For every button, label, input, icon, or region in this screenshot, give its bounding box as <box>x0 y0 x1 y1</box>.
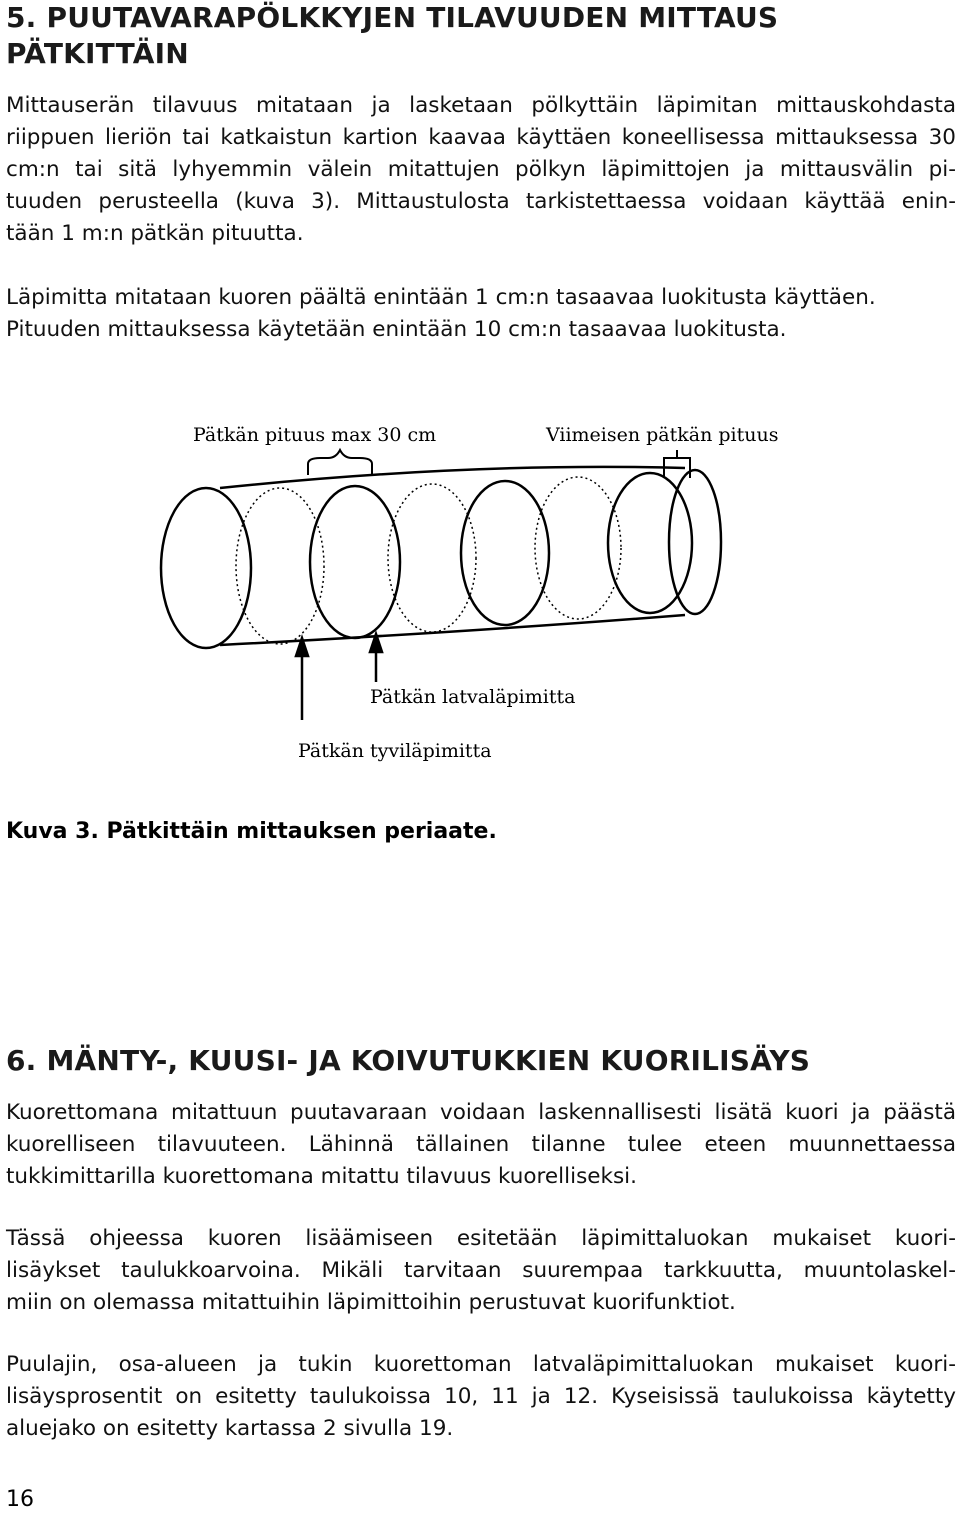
figure-caption: Kuva 3. Pätkittäin mittauksen periaate. <box>6 819 497 844</box>
text-line: Mittauserän tilavuus mitataan ja lasketaan pölkyttäin läpimitan mittauskohdasta <box>6 93 956 118</box>
text-line: Tässä ohjeessa kuoren lisäämiseen esitetään läpimittaluokan mukaiset kuori- <box>6 1226 956 1251</box>
cross-section-7 <box>608 473 692 613</box>
log-diagram <box>150 420 810 770</box>
text-line: kuorelliseen tilavuuteen. Lähinnä tällainen tilanne tulee eteen muunnettaessa <box>6 1132 956 1157</box>
text-line: aluejako on esitetty kartassa 2 sivulla 19. <box>6 1416 454 1441</box>
text-line: cm:n tai sitä lyhyemmin välein mitattujen pölkyn läpimittojen ja mittausvälin pi- <box>6 157 956 182</box>
text-line: lisäykset taulukkoarvoina. Mikäli tarvitaan suurempaa tarkkuutta, muuntolaskel- <box>6 1258 956 1283</box>
text-line: tuuden perusteella (kuva 3). Mittaustulosta tarkistettaessa voidaan käyttää enin- <box>6 189 956 214</box>
section-6-heading: 6. MÄNTY-, KUUSI- JA KOIVUTUKKIEN KUORILISÄYS <box>6 1044 811 1077</box>
text-line: tukkimittarilla kuorettomana mitattu tilavuus kuorelliseksi. <box>6 1164 637 1189</box>
last-segment-length-label: Viimeisen pätkän pituus <box>546 424 779 446</box>
log-top-outline <box>220 467 685 488</box>
log-measurement-figure <box>150 420 810 770</box>
cross-section-1 <box>161 488 251 648</box>
text-line: Pituuden mittauksessa käytetään enintään 10 cm:n tasaavaa luokitusta. <box>6 317 787 342</box>
section-5-paragraph-1 <box>6 90 956 250</box>
text-line: Läpimitta mitataan kuoren päältä enintään 1 cm:n tasaavaa luokitusta käyttäen. <box>6 285 876 310</box>
section-5-paragraph-2 <box>6 282 956 346</box>
log-bottom-outline <box>220 615 685 645</box>
section-5-heading <box>6 0 778 72</box>
text-line: riippuen lieriön tai katkaistun kartion kaavaa käyttäen koneellisessa mittauksessa 30 <box>6 125 956 150</box>
section-6-paragraph-3 <box>6 1349 956 1445</box>
section-6-paragraph-1 <box>6 1097 956 1193</box>
segment-length-label: Pätkän pituus max 30 cm <box>193 424 437 446</box>
text-line: lisäysprosentit on esitetty taulukoissa 10, 11 ja 12. Kyseisissä taulukoissa käytetty <box>6 1384 956 1409</box>
page-number: 16 <box>6 1487 34 1512</box>
butt-diameter-label: Pätkän tyviläpimitta <box>298 740 492 762</box>
text-line: Kuorettomana mitattuun puutavaraan voidaan laskennallisesti lisätä kuori ja päästä <box>6 1100 956 1125</box>
section-6-paragraph-2 <box>6 1223 956 1319</box>
log-end <box>669 470 721 614</box>
heading-line: 5. PUUTAVARAPÖLKKYJEN TILAVUUDEN MITTAUS <box>6 1 779 34</box>
segment-brace <box>308 450 372 475</box>
heading-line: PÄTKITTÄIN <box>6 37 189 70</box>
text-line: Puulajin, osa-alueen ja tukin kuorettoman latvaläpimittaluokan mukaiset kuori- <box>6 1352 956 1377</box>
text-line: miin on olemassa mitattuihin läpimittoihin perustuvat kuorifunktiot. <box>6 1290 736 1315</box>
cross-section-4 <box>388 484 476 632</box>
top-diameter-label: Pätkän latvaläpimitta <box>370 686 576 708</box>
text-line: tään 1 m:n pätkän pituutta. <box>6 221 304 246</box>
